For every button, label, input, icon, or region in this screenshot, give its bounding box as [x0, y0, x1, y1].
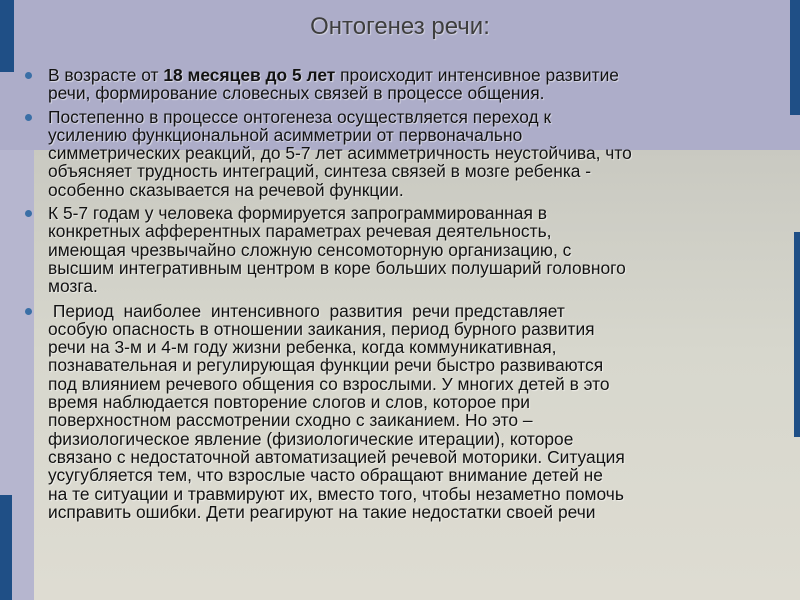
bullet-text: происходит интенсивное развитие [335, 65, 619, 85]
bullet-line: имеющая чрезвычайно сложную сенсомоторную организацию, с [48, 239, 572, 260]
bullet-item [0, 302, 800, 522]
bullet-line: особенно сказывается на речевой функции. [48, 179, 404, 200]
bullet-line: время наблюдается повторение слогов и слов, которое при [48, 392, 530, 413]
bullet-line: конкретных афферентных параметрах речевая деятельность, [48, 221, 552, 242]
bullet-line [48, 66, 786, 84]
bullet-line: исправить ошибки. Дети реагируют на такие недостатки своей речи [48, 501, 596, 522]
bullet-line: Период наиболее интенсивного развития речи представляет [48, 300, 565, 321]
slide-title: Онтогенез речи: [310, 13, 490, 40]
bullet-point-icon [25, 308, 32, 315]
bullet-line: поверхностном рассмотрении сходно с заиканием. Но это – [48, 410, 533, 431]
bullet-list [0, 66, 800, 521]
bullet-line: на те ситуации и травмируют их, вместо того, чтобы незаметно помочь [48, 483, 624, 504]
bullet-line: Постепенно в процессе онтогенеза осуществляется переход к [48, 106, 552, 127]
bullet-item [0, 204, 800, 295]
bullet-line: физиологическое явление (физиологические итерации), которое [48, 428, 574, 449]
bullet-item [0, 66, 800, 103]
bullet-line: усилению функциональной асимметрии от первоначально [48, 124, 523, 145]
bullet-line: под влиянием речевого общения со взрослыми. У многих детей в это [48, 373, 610, 394]
bullet-line: К 5-7 годам у человека формируется запрограммированная в [48, 203, 547, 224]
bullet-line: связано с недостаточной автоматизацией речевой моторики. Ситуация [48, 446, 625, 467]
bullet-line: особую опасность в отношении заикания, период бурного развития [48, 318, 595, 339]
bullet-line: объясняет трудность интеграций, синтеза связей в мозге ребенка - [48, 161, 592, 182]
bullet-line: симметрических реакций, до 5-7 лет асимметричность неустойчива, что [48, 143, 632, 164]
bullet-item [0, 108, 800, 199]
bullet-line: мозга. [48, 276, 98, 297]
bullet-line: усугубляется тем, что взрослые часто обращают внимание детей не [48, 465, 603, 486]
bullet-line: познавательная и регулирующая функции речи быстро развиваются [48, 355, 604, 376]
bullet-line: речи, формирование словесных связей в процессе общения. [48, 83, 545, 104]
bullet-point-icon [25, 72, 32, 79]
bullet-line: высшим интегративным центром в коре больших полушарий головного [48, 257, 626, 278]
bullet-point-icon [25, 210, 32, 217]
bullet-point-icon [25, 114, 32, 121]
bullet-text: В возрасте от [48, 65, 164, 85]
bullet-line: речи на 3-м и 4-м году жизни ребенка, когда коммуникативная, [48, 337, 557, 358]
bullet-emphasis: 18 месяцев до 5 лет [163, 65, 336, 85]
